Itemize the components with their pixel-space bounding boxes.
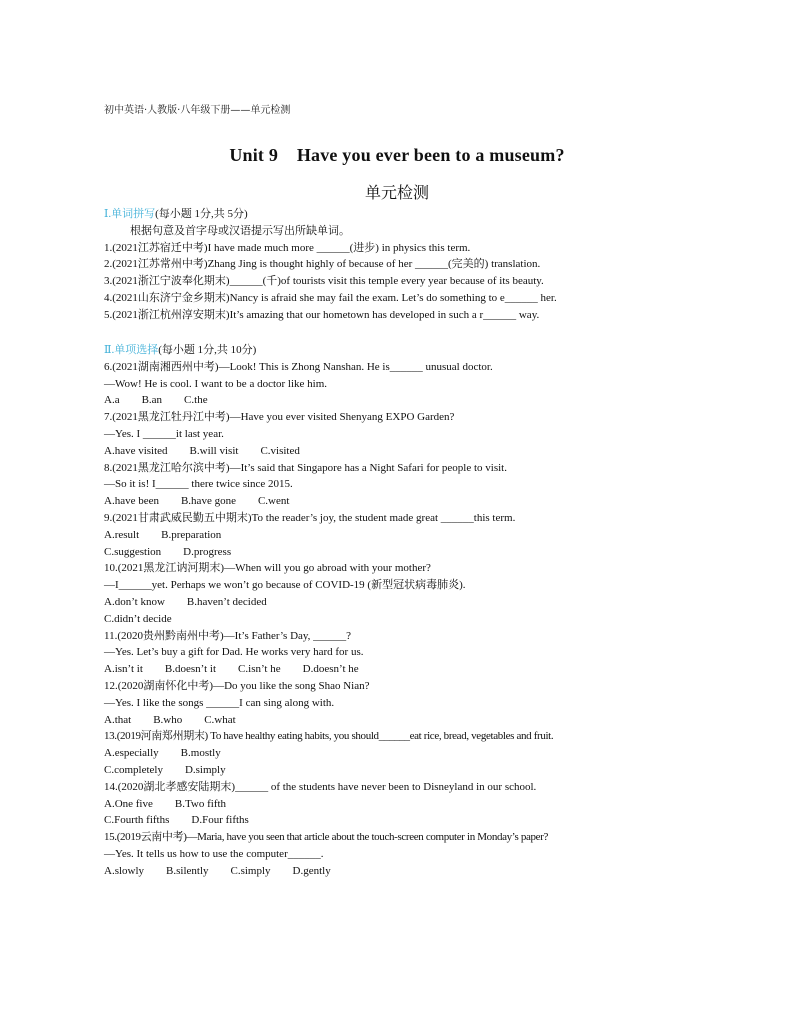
page-header: 初中英语·人教版·八年级下册——单元检测 (104, 105, 291, 116)
options-line: A.have been B.have gone C.went (104, 495, 290, 508)
question-line: 4.(2021山东济宁金乡期末)Nancy is afraid she may fail the exam. Let’s do something to e______ her. (104, 291, 557, 304)
section-points: (每小题 1分,共 5分) (155, 208, 248, 220)
question-line: 8.(2021黑龙江哈尔滨中考)—It’s said that Singapore has a Night Safari for people to visit. (104, 461, 507, 474)
section-heading (104, 342, 704, 359)
question-line: 7.(2021黑龙江牡丹江中考)—Have you ever visited Shenyang EXPO Garden? (104, 411, 455, 424)
section-points: (每小题 1分,共 10分) (158, 344, 257, 356)
options-line: A.One five B.Two fifth (104, 797, 227, 810)
question-line: —So it is! I______ there twice since 2015. (104, 478, 293, 491)
question-line: —Wow! He is cool. I want to be a doctor like him. (104, 377, 328, 390)
unit-title: Unit 9 Have you ever been to a museum? (229, 145, 565, 165)
section-multiple-choice (104, 342, 704, 880)
options-line: A.isn’t it B.doesn’t it C.isn’t he D.doesn’t he (104, 663, 359, 676)
options-line: A.slowly B.silently C.simply D.gently (104, 864, 331, 877)
question-line: 12.(2020湖南怀化中考)—Do you like the song Shao Nian? (104, 679, 370, 692)
options-line: A.especially B.mostly (104, 747, 221, 760)
options-line: C.didn’t decide (104, 612, 172, 625)
section-label: Ⅰ.单词拼写 (104, 208, 156, 220)
question-line: 10.(2021黑龙江讷河期末)—When will you go abroad with your mother? (104, 562, 431, 575)
section-word-spelling (104, 206, 704, 324)
question-line: 15.(2019云南中考)—Maria, have you seen that article about the touch-screen computer in Monday’s paper? (104, 831, 549, 844)
question-line: —Yes. Let’s buy a gift for Dad. He works very hard for us. (104, 646, 364, 659)
question-line: —Yes. I ______it last year. (104, 427, 224, 440)
question-line: 11.(2020贵州黔南州中考)—It’s Father’s Day, ______? (104, 629, 352, 642)
options-line: A.result B.preparation (104, 528, 222, 541)
question-line: 1.(2021江苏宿迁中考)I have made much more ______(进步) in physics this term. (104, 241, 471, 254)
options-line: C.Fourth fifths D.Four fifths (104, 814, 249, 827)
question-line: 6.(2021湖南湘西州中考)—Look! This is Zhong Nanshan. He is______ unusual doctor. (104, 360, 493, 373)
options-line: A.a B.an C.the (104, 394, 208, 407)
question-line: 13.(2019河南郑州期末) To have healthy eating habits, you should______eat rice, bread, vegetables and fruit. (104, 730, 554, 743)
options-line: A.that B.who C.what (104, 713, 236, 726)
options-line: C.suggestion D.progress (104, 545, 232, 558)
question-line: —Yes. I like the songs ______I can sing along with. (104, 696, 335, 709)
question-line: —Yes. It tells us how to use the computer______. (104, 847, 324, 860)
options-line: A.don’t know B.haven’t decided (104, 595, 267, 608)
options-line: C.completely D.simply (104, 763, 226, 776)
section-label: Ⅱ.单项选择 (104, 344, 159, 356)
options-line: A.have visited B.will visit C.visited (104, 444, 300, 457)
question-line: —I______yet. Perhaps we won’t go because of COVID-19 (新型冠状病毒肺炎). (104, 579, 466, 592)
question-line: 9.(2021甘肃武威民勤五中期末)To the reader’s joy, the student made great ______this term. (104, 511, 516, 524)
question-line: 5.(2021浙江杭州淳安期末)It’s amazing that our hometown has developed in such a r______ way. (104, 308, 540, 321)
section-instruction: 根据句意及首字母或汉语提示写出所缺单词。 (130, 224, 350, 237)
question-line: 3.(2021浙江宁波奉化期末)______(千)of tourists visit this temple every year because of its beauty. (104, 275, 544, 288)
section-heading (104, 206, 704, 223)
test-subtitle: 单元检测 (364, 183, 429, 202)
question-line: 2.(2021江苏常州中考)Zhang Jing is thought highly of because of her ______(完美的) translation. (104, 258, 541, 271)
question-line: 14.(2020湖北孝感安陆期末)______ of the students have never been to Disneyland in our school. (104, 780, 537, 793)
